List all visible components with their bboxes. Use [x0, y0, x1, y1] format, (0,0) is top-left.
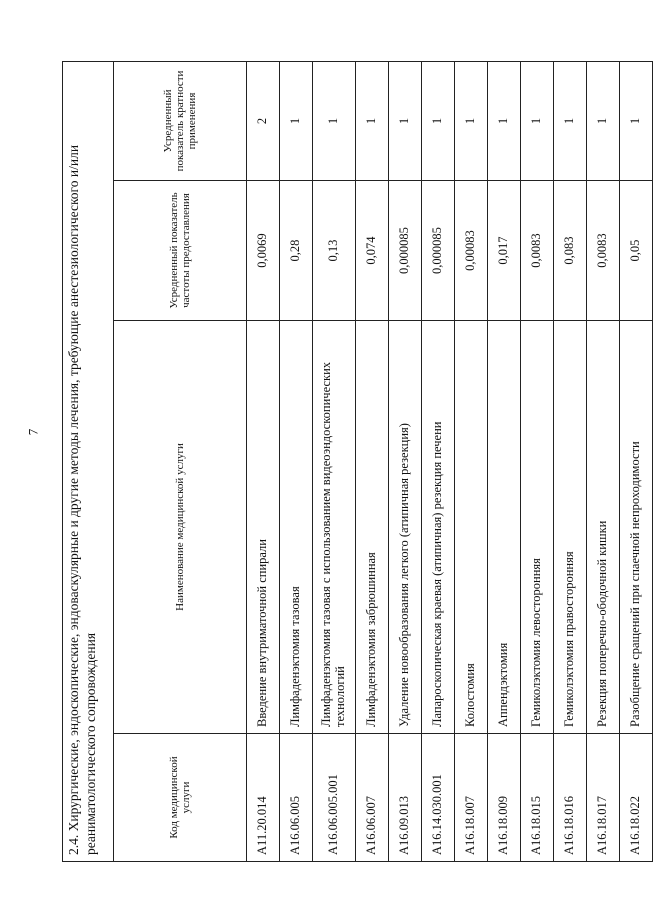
table-row — [280, 61, 313, 861]
header-frequency: Усредненный показатель частоты предоставления — [114, 181, 247, 321]
multiplicity-value: 1 — [488, 61, 521, 180]
rotated-table-page — [62, 62, 643, 862]
service-name: Введение внутриматочной спирали — [247, 321, 280, 734]
service-code: A16.18.007 — [455, 734, 488, 862]
header-code: Код медицинской услуги — [114, 734, 247, 862]
service-code: A16.18.022 — [620, 734, 653, 862]
service-code: A16.06.005 — [280, 734, 313, 862]
service-code: A16.18.016 — [554, 734, 587, 862]
multiplicity-value: 1 — [313, 61, 356, 180]
table-row — [587, 61, 620, 861]
table-row — [422, 61, 455, 861]
table-row — [356, 61, 389, 861]
service-code: A16.18.009 — [488, 734, 521, 862]
service-code: A11.20.014 — [247, 734, 280, 862]
multiplicity-value: 1 — [280, 61, 313, 180]
multiplicity-value: 1 — [554, 61, 587, 180]
frequency-value: 0,13 — [313, 181, 356, 321]
frequency-value: 0,28 — [280, 181, 313, 321]
multiplicity-value: 1 — [521, 61, 554, 180]
service-name: Гемиколэктомия левосторонняя — [521, 321, 554, 734]
frequency-value: 0,05 — [620, 181, 653, 321]
frequency-value: 0,0083 — [587, 181, 620, 321]
frequency-value: 0,000085 — [389, 181, 422, 321]
service-code: A16.06.007 — [356, 734, 389, 862]
frequency-value: 0,00083 — [455, 181, 488, 321]
table-row — [521, 61, 554, 861]
service-name: Гемиколэктомия правосторонняя — [554, 321, 587, 734]
section-title: 2.4. Хирургические, эндоскопические, эндоваскулярные и другие методы лечения, требующие анестезиологического и/или реаниматологического сопровождения — [63, 61, 114, 861]
table-row — [488, 61, 521, 861]
table-row — [620, 61, 653, 861]
multiplicity-value: 1 — [356, 61, 389, 180]
service-code: A16.09.013 — [389, 734, 422, 862]
service-name: Резекция поперечно-ободочной кишки — [587, 321, 620, 734]
frequency-value: 0,000085 — [422, 181, 455, 321]
services-table — [62, 61, 653, 862]
multiplicity-value: 1 — [389, 61, 422, 180]
table-row — [455, 61, 488, 861]
table-row — [313, 61, 356, 861]
table-row — [247, 61, 280, 861]
service-name: Аппендэктомия — [488, 321, 521, 734]
service-name: Лимфаденэктомия забрюшинная — [356, 321, 389, 734]
service-name: Колостомия — [455, 321, 488, 734]
service-name: Лимфаденэктомия тазовая — [280, 321, 313, 734]
frequency-value: 0,0083 — [521, 181, 554, 321]
service-name: Удаление новообразования легкого (атипичная резекция) — [389, 321, 422, 734]
table-row — [389, 61, 422, 861]
multiplicity-value: 2 — [247, 61, 280, 180]
service-code: A16.18.017 — [587, 734, 620, 862]
header-name: Наименование медицинской услуги — [114, 321, 247, 734]
page-number: 7 — [25, 428, 41, 436]
multiplicity-value: 1 — [620, 61, 653, 180]
frequency-value: 0,083 — [554, 181, 587, 321]
service-name: Лапароскопическая краевая (атипичная) резекция печени — [422, 321, 455, 734]
frequency-value: 0,017 — [488, 181, 521, 321]
header-multiplicity: Усредненный показатель кратности применения — [114, 61, 247, 180]
service-code: A16.14.030.001 — [422, 734, 455, 862]
multiplicity-value: 1 — [455, 61, 488, 180]
service-name: Лимфаденэктомия тазовая с использованием видеоэндоскопических технологий — [313, 321, 356, 734]
table-header-row — [114, 61, 247, 861]
table-body — [247, 61, 653, 861]
service-code: A16.18.015 — [521, 734, 554, 862]
multiplicity-value: 1 — [422, 61, 455, 180]
service-code: A16.06.005.001 — [313, 734, 356, 862]
frequency-value: 0,0069 — [247, 181, 280, 321]
frequency-value: 0,074 — [356, 181, 389, 321]
table-row — [554, 61, 587, 861]
service-name: Разобщение сращений при спаечной непроходимости — [620, 321, 653, 734]
multiplicity-value: 1 — [587, 61, 620, 180]
